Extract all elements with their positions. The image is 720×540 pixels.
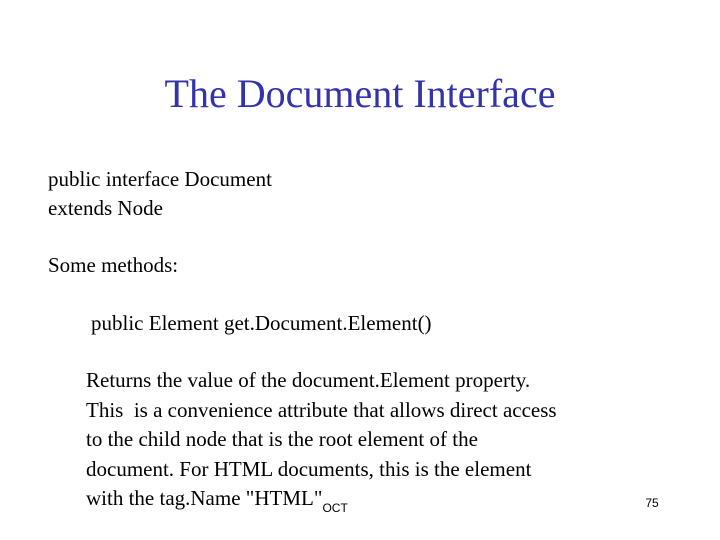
description-line-last: [86, 484, 557, 517]
method-signature: public Element get.Document.Element(): [91, 311, 432, 335]
slide-title: The Document Interface: [164, 71, 556, 116]
interface-declaration-line-2: extends Node: [48, 196, 163, 220]
footer-code: OCT: [322, 501, 348, 515]
description-line: Returns the value of the document.Element property.: [86, 368, 531, 392]
description-line: This is a convenience attribute that allows direct access: [86, 397, 557, 422]
description-line: to the child node that is the root element of the: [86, 427, 478, 451]
description-line: with the tag.Name "HTML": [86, 486, 323, 510]
interface-declaration-line-1: public interface Document: [48, 167, 272, 191]
method-description: [86, 366, 557, 517]
page-number: 75: [645, 496, 659, 510]
description-line: document. For HTML documents, this is the element: [86, 456, 532, 481]
methods-label: Some methods:: [48, 253, 179, 277]
